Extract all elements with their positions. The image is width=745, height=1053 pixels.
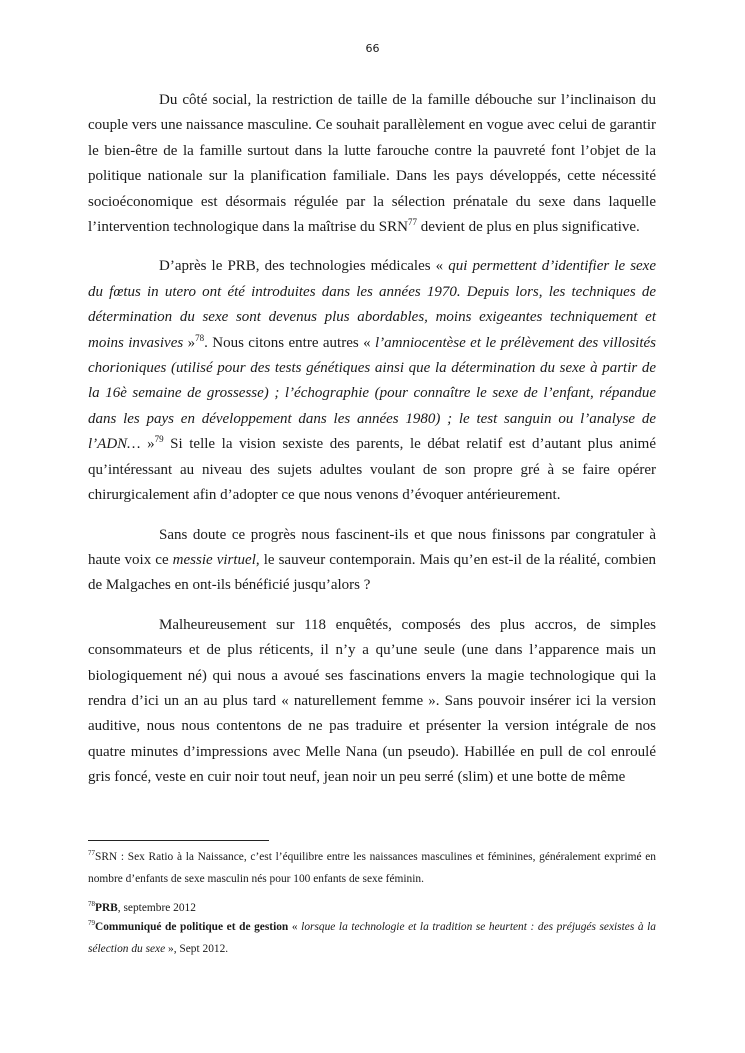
paragraph-4: Malheureusement sur 118 enquêtés, composés des plus accros, de simples consommateurs et de plus réticents, il n’y a qu’une seule (une dans l’apparence mais un biologiquement né) qui nous a avoué ses fascinations envers la magie technologique qui la rendra d’ici un an au plus tard « naturellement femme ». Sans pouvoir insérer ici la version auditive, nous nous contentons de ne pas traduire et présenter la version intégrale de nos quatre minutes d’impressions avec Melle Nana (un pseudo). Habillée en pull de col enroulé gris foncé, veste en cuir noir tout neuf, jean noir un peu serré (slim) et une botte de même: [88, 616, 656, 786]
footnote-ref-78[interactable]: 78: [195, 332, 205, 343]
footnote-separator: [88, 840, 269, 841]
footnotes: [88, 846, 656, 960]
footnote-78: $^{78}$PRB, septembre 2012: [88, 900, 196, 914]
footnote-79: $^{79}$Communiqué de politique et de gestion « lorsque la technologie et la tradition se heurtent : des préjugés sexistes à la sélection du sexe », Sept 2012.: [88, 919, 657, 955]
paragraph-2: D’après le PRB, des technologies médicales « qui permettent d’identifier le sexe du fœtus in utero ont été introduites dans les années 1970. Depuis lors, les techniques de détermination du sexe sont devenus plus abordables, moins exigeantes techniquement et moins invasives »$^{78}$. Nous citons entre autres « l’amniocentèse et le prélèvement des villosités chorioniques (utilisé pour des tests génétiques ainsi que la détermination du sexe à partir de la 16è semaine de grossesse) ; l’échographie (pour connaître le sexe de l’enfant, répandue dans les pays en développement dans les années 1980) ; le test sanguin ou l’analyse de l’ADN… »$^{79}$ Si telle la vision sexiste des parents, le débat relatif est d’autant plus animé qu’intéressant au niveau des sujets adultes voulant de son propre gré à se faire opérer chirurgicalement afin d’adopter ce que nous venons d’évoquer antérieurement.: [88, 258, 657, 504]
footnote-77: $^{77}$SRN : Sex Ratio à la Naissance, c’est l’équilibre entre les naissances masculines et féminines, généralement exprimé en nombre d’enfants de sexe masculin nés pour 100 enfants de sexe féminin.: [88, 849, 656, 885]
paragraph-1: Du côté social, la restriction de taille de la famille débouche sur l’inclinaison du couple vers une naissance masculine. Ce souhait parallèlement en vogue avec celui de garantir le bien-être de la famille surtout dans la lutte farouche contre la pauvreté font l’objet de la politique nationale sur la planification familiale. Dans les pays développés, cette nécessité socioéconomique est désormais régulée par la sélection prénatale du sexe dans laquelle l’intervention technologique dans la maîtrise du SRN$^{77}$ devient de plus en plus significative.: [88, 92, 656, 236]
page-number: 66: [365, 42, 380, 55]
quote-techniques: l’amniocentèse et le prélèvement des villosités chorioniques (utilisé pour des tests génétiques ainsi que la détermination du sexe à partir de la 16è semaine de grossesse) ; l’échographie (pour connaître le sexe de l’enfant, répandue dans les pays en développement dans les années 1980) ; le test sanguin ou l’analyse de l’ADN…: [88, 334, 656, 453]
footnote-ref-79[interactable]: 79: [154, 434, 164, 445]
emphasis-messie-virtuel: messie virtuel: [172, 551, 256, 568]
body-text: [88, 88, 656, 805]
paragraph-3: Sans doute ce progrès nous fascinent-ils et que nous finissons par congratuler à haute voix ce messie virtuel, le sauveur contemporain. Mais qu’en est-il de la réalité, combien de Malgaches en ont-ils bénéficié jusqu’alors ?: [88, 526, 656, 594]
footnote-ref-77[interactable]: 77: [407, 217, 417, 228]
quote-prb: qui permettent d’identifier le sexe du fœtus in utero ont été introduites dans les années 1970. Depuis lors, les techniques de détermination du sexe sont devenus plus abordables, moins exigeantes techniquement et moins invasives: [88, 258, 657, 351]
